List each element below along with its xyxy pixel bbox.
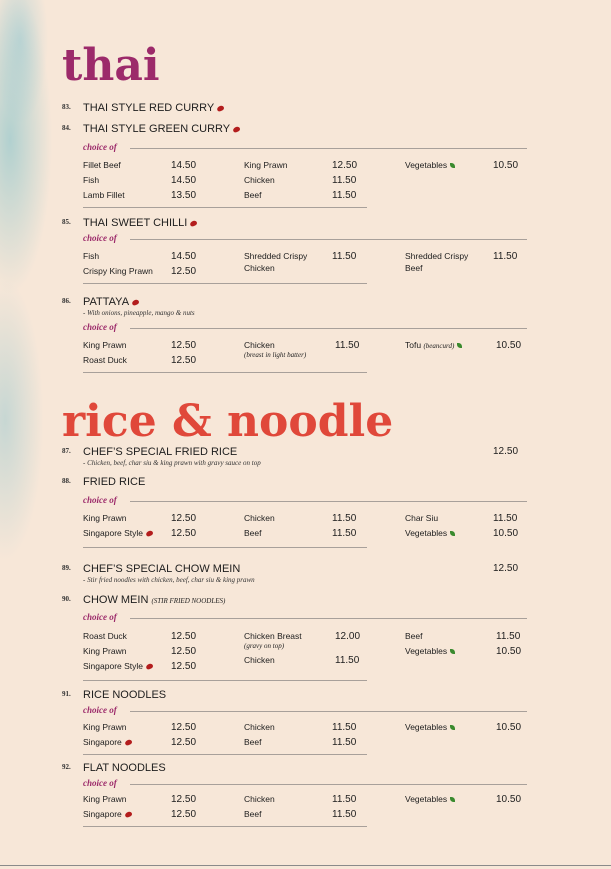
option-name: King Prawn bbox=[83, 722, 127, 732]
item-number: 92. bbox=[62, 763, 71, 771]
option-price: 11.50 bbox=[493, 251, 518, 262]
option-price: 12.50 bbox=[171, 266, 197, 277]
option-price: 12.50 bbox=[171, 737, 197, 748]
thai-heading: thai bbox=[62, 40, 160, 91]
option-price: 14.50 bbox=[171, 251, 197, 262]
item-number: 88. bbox=[62, 477, 71, 485]
dish-title: CHEF’S SPECIAL FRIED RICE bbox=[83, 446, 238, 458]
option-price: 12.50 bbox=[171, 513, 197, 524]
dish-title-text: THAI STYLE RED CURRY bbox=[83, 102, 215, 114]
option-name: Crispy King Prawn bbox=[83, 266, 153, 276]
item-number: 86. bbox=[62, 297, 71, 305]
dish-description: - Chicken, beef, char siu & king prawn with gravy sauce on top bbox=[83, 459, 261, 467]
option-name: Fillet Beef bbox=[83, 160, 121, 170]
option-name-text: Tofu bbox=[405, 340, 422, 350]
dish-title: FLAT NOODLES bbox=[83, 762, 166, 774]
option-name: King Prawn bbox=[244, 160, 288, 170]
option-name-text: Vegetables bbox=[405, 794, 448, 804]
divider bbox=[130, 148, 527, 149]
choice-of-label: choice of bbox=[83, 778, 117, 788]
item-number: 87. bbox=[62, 447, 71, 455]
dish-title bbox=[83, 102, 224, 114]
item-number: 89. bbox=[62, 564, 71, 572]
option-name: Chicken Breast bbox=[244, 631, 302, 641]
dish-title: RICE NOODLES bbox=[83, 689, 167, 701]
option-name-text: Vegetables bbox=[405, 160, 448, 170]
leaf-icon bbox=[450, 649, 455, 654]
option-name-text: Vegetables bbox=[405, 646, 448, 656]
option-name: King Prawn bbox=[83, 794, 127, 804]
choice-of-label: choice of bbox=[83, 233, 117, 243]
leaf-icon bbox=[450, 797, 455, 802]
divider bbox=[83, 826, 367, 827]
option-price: 11.50 bbox=[332, 528, 357, 539]
option-price: 10.50 bbox=[493, 160, 519, 171]
option-note: (gravy on top) bbox=[244, 642, 285, 650]
option-name bbox=[405, 794, 455, 804]
option-name: Beef bbox=[244, 190, 262, 200]
leaf-icon bbox=[457, 343, 462, 348]
chili-icon bbox=[124, 739, 132, 746]
option-price: 11.50 bbox=[335, 655, 360, 666]
option-name-line2: Beef bbox=[405, 263, 423, 273]
choice-of-label: choice of bbox=[83, 142, 117, 152]
option-price: 12.50 bbox=[171, 340, 197, 351]
divider bbox=[83, 372, 367, 373]
option-price: 11.50 bbox=[332, 722, 357, 733]
option-price: 12.50 bbox=[171, 355, 197, 366]
option-name: Shredded Crispy bbox=[244, 251, 308, 261]
option-name-text: Singapore Style bbox=[83, 528, 144, 538]
option-price: 10.50 bbox=[493, 528, 519, 539]
choice-of-label: choice of bbox=[83, 612, 117, 622]
option-name bbox=[83, 737, 132, 747]
dish-title-text: THAI STYLE GREEN CURRY bbox=[83, 123, 231, 135]
option-name bbox=[83, 661, 153, 671]
divider bbox=[130, 239, 527, 240]
option-price: 12.50 bbox=[171, 661, 197, 672]
option-name bbox=[83, 528, 153, 538]
divider bbox=[130, 501, 527, 502]
option-name: Chicken bbox=[244, 722, 275, 732]
option-name bbox=[405, 528, 455, 538]
page-bottom-border bbox=[0, 865, 611, 866]
divider bbox=[83, 547, 367, 548]
dish-description: - With onions, pineapple, mango & nuts bbox=[83, 309, 195, 317]
leaf-icon bbox=[450, 163, 455, 168]
item-number: 90. bbox=[62, 595, 71, 603]
option-name: King Prawn bbox=[83, 340, 127, 350]
leaf-icon bbox=[450, 725, 455, 730]
option-name: Char Siu bbox=[405, 513, 439, 523]
chili-icon bbox=[131, 298, 139, 305]
option-name: Shredded Crispy bbox=[405, 251, 469, 261]
option-price: 12.50 bbox=[171, 809, 197, 820]
option-name: King Prawn bbox=[83, 646, 127, 656]
option-note: (beancurd) bbox=[423, 342, 455, 350]
option-price: 10.50 bbox=[496, 794, 522, 805]
choice-of-label: choice of bbox=[83, 495, 117, 505]
dish-price: 12.50 bbox=[493, 446, 519, 457]
option-name bbox=[83, 809, 132, 819]
option-price: 10.50 bbox=[496, 722, 522, 733]
dish-title-text: PATTAYA bbox=[83, 296, 130, 308]
option-price: 11.50 bbox=[493, 513, 518, 524]
option-price: 12.50 bbox=[171, 631, 197, 642]
divider bbox=[130, 328, 527, 329]
item-number: 91. bbox=[62, 690, 71, 698]
divider bbox=[83, 754, 367, 755]
option-price: 12.50 bbox=[332, 160, 358, 171]
option-name-line2: Chicken bbox=[244, 263, 275, 273]
option-name bbox=[405, 340, 462, 350]
option-name-text: Singapore bbox=[83, 737, 122, 747]
option-name-text: Vegetables bbox=[405, 528, 448, 538]
dish-title: FRIED RICE bbox=[83, 476, 146, 488]
option-name: Chicken bbox=[244, 794, 275, 804]
dish-subtitle: (STIR FRIED NOODLES) bbox=[151, 597, 226, 605]
option-price: 10.50 bbox=[496, 340, 522, 351]
divider bbox=[83, 207, 367, 208]
option-name bbox=[405, 722, 455, 732]
option-price: 12.00 bbox=[335, 631, 361, 642]
option-name-text: Singapore Style bbox=[83, 661, 144, 671]
option-price: 12.50 bbox=[171, 646, 197, 657]
option-price: 11.50 bbox=[335, 340, 360, 351]
dish-price: 12.50 bbox=[493, 563, 519, 574]
option-price: 11.50 bbox=[332, 190, 357, 201]
option-name-text: Vegetables bbox=[405, 722, 448, 732]
option-price: 14.50 bbox=[171, 160, 197, 171]
dish-title-text: CHOW MEIN bbox=[83, 594, 149, 606]
option-name: Lamb Fillet bbox=[83, 190, 125, 200]
divider bbox=[130, 784, 527, 785]
option-price: 11.50 bbox=[496, 631, 521, 642]
dish-title bbox=[83, 296, 139, 308]
option-name-text: Singapore bbox=[83, 809, 122, 819]
dish-title bbox=[83, 123, 240, 135]
option-name: Beef bbox=[405, 631, 423, 641]
option-name: Beef bbox=[244, 528, 262, 538]
choice-of-label: choice of bbox=[83, 705, 117, 715]
dish-title bbox=[83, 594, 225, 606]
chili-icon bbox=[145, 663, 153, 670]
option-price: 11.50 bbox=[332, 513, 357, 524]
dish-title: CHEF’S SPECIAL CHOW MEIN bbox=[83, 563, 241, 575]
option-price: 12.50 bbox=[171, 528, 197, 539]
option-price: 12.50 bbox=[171, 722, 197, 733]
option-name: Roast Duck bbox=[83, 355, 127, 365]
divider bbox=[83, 680, 367, 681]
item-number: 83. bbox=[62, 103, 71, 111]
leaf-icon bbox=[450, 531, 455, 536]
chili-icon bbox=[124, 811, 132, 818]
option-name: Chicken bbox=[244, 513, 275, 523]
option-price: 12.50 bbox=[171, 794, 197, 805]
item-number: 84. bbox=[62, 124, 71, 132]
option-price: 11.50 bbox=[332, 737, 357, 748]
option-price: 10.50 bbox=[496, 646, 522, 657]
option-name: Beef bbox=[244, 809, 262, 819]
option-name: Chicken bbox=[244, 655, 275, 665]
option-name bbox=[405, 646, 455, 656]
option-name: King Prawn bbox=[83, 513, 127, 523]
option-price: 14.50 bbox=[171, 175, 197, 186]
option-name: Beef bbox=[244, 737, 262, 747]
dish-title bbox=[83, 217, 197, 229]
dish-description: - Stir fried noodles with chicken, beef, char siu & king prawn bbox=[83, 576, 255, 584]
chili-icon bbox=[145, 530, 153, 537]
option-price: 11.50 bbox=[332, 809, 357, 820]
rice-noodle-heading: rice & noodle bbox=[62, 396, 394, 447]
chili-icon bbox=[190, 219, 198, 226]
dish-title-text: THAI SWEET CHILLI bbox=[83, 217, 188, 229]
option-name bbox=[405, 160, 455, 170]
option-name: Chicken bbox=[244, 340, 275, 350]
option-price: 11.50 bbox=[332, 175, 357, 186]
choice-of-label: choice of bbox=[83, 322, 117, 332]
divider bbox=[83, 283, 367, 284]
option-price: 11.50 bbox=[332, 251, 357, 262]
chili-icon bbox=[216, 104, 224, 111]
option-note: (breast in light batter) bbox=[244, 351, 307, 359]
chili-icon bbox=[232, 125, 240, 132]
divider bbox=[130, 618, 527, 619]
option-name: Roast Duck bbox=[83, 631, 127, 641]
item-number: 85. bbox=[62, 218, 71, 226]
divider bbox=[130, 711, 527, 712]
option-price: 11.50 bbox=[332, 794, 357, 805]
option-name: Fish bbox=[83, 175, 100, 185]
option-name: Chicken bbox=[244, 175, 275, 185]
option-price: 13.50 bbox=[171, 190, 197, 201]
option-name: Fish bbox=[83, 251, 100, 261]
